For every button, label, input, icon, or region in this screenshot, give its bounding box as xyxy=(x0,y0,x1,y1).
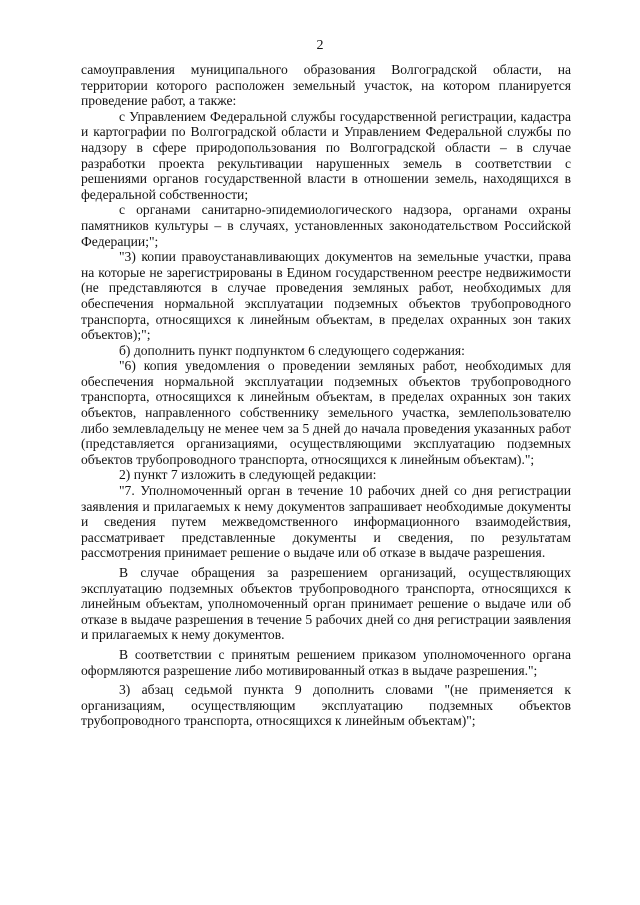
paragraph-item-6-notice: "6) копия уведомления о проведении земляных работ, необходимых для обеспечения нормальной эксплуатации подземных объектов трубопроводного транспорта, относящихся к линейным объектам, в пределах охранных зон таких объектов, направленного собственнику земельного участка, землепользователю либо землевладельцу не менее чем за 5 дней до начала проведения указанных работ (представляется организациями, осуществляющими эксплуатацию подземных объектов трубопроводного транспорта, относящихся к линейным объектам)."; xyxy=(81,358,571,467)
paragraph-continuation: самоуправления муниципального образования Волгоградской области, на территории которого расположен земельный участок, на котором планируется проведение работ, а также: xyxy=(81,62,571,109)
paragraph-item-9-addition: 3) абзац седьмой пункта 9 дополнить словами "(не применяется к организациям, осуществляющим эксплуатацию подземных объектов трубопроводного транспорта, относящихся к линейным объектам)"; xyxy=(81,682,571,729)
paragraph-organizations-case: В случае обращения за разрешением организаций, осуществляющих эксплуатацию подземных объектов трубопроводного транспорта, относящихся к линейным объектам, уполномоченный орган принимает решение о выдаче или об отказе в выдаче разрешения в течение 5 рабочих дней со дня регистрации заявления и прилагаемых к нему документов. xyxy=(81,565,571,643)
paragraph-item-7-edit: 2) пункт 7 изложить в следующей редакции: xyxy=(119,467,377,483)
paragraph-item-7-text: "7. Уполномоченный орган в течение 10 рабочих дней со дня регистрации заявления и прилагаемых к нему документов запрашивает необходимые документы и сведения путем межведомственного информационного взаимодействия, рассматривает представленные документы и сведения, по результатам рассмотрения принимает решение о выдаче или об отказе в выдаче разрешения. xyxy=(81,483,571,561)
paragraph-item-3-documents: "3) копии правоустанавливающих документов на земельные участки, права на которые не зарегистрированы в Едином государственном реестре недвижимости (не представляются в случае проведения земляных работ, необходимых для обеспечения нормальной эксплуатации подземных объектов трубопроводного транспорта, относящихся к линейным объектам, в пределах охранных зон таких объектов);"; xyxy=(81,249,571,343)
paragraph-decision-order: В соответствии с принятым решением приказом уполномоченного органа оформляются разрешение либо мотивированный отказ в выдаче разрешения."; xyxy=(81,646,571,678)
page-number: 2 xyxy=(316,38,324,53)
paragraph-rosreestr: с Управлением Федеральной службы государственной регистрации, кадастра и картографии по Волгоградской области и Управлением Федеральной службы по надзору в сфере природопользования по Волгоградской области – в случае разработки проекта рекультивации нарушенных земель в соответствии с решениями органов государственной власти в отношении земель, находящихся в федеральной собственности; xyxy=(81,108,571,202)
document-body xyxy=(81,62,571,729)
paragraph-add-subitem-6: б) дополнить пункт подпунктом 6 следующего содержания: xyxy=(119,342,465,358)
paragraph-sanitary-control: с органами санитарно-эпидемиологического надзора, органами охраны памятников культуры – в случаях, установленных законодательством Российской Федерации;"; xyxy=(81,202,571,249)
